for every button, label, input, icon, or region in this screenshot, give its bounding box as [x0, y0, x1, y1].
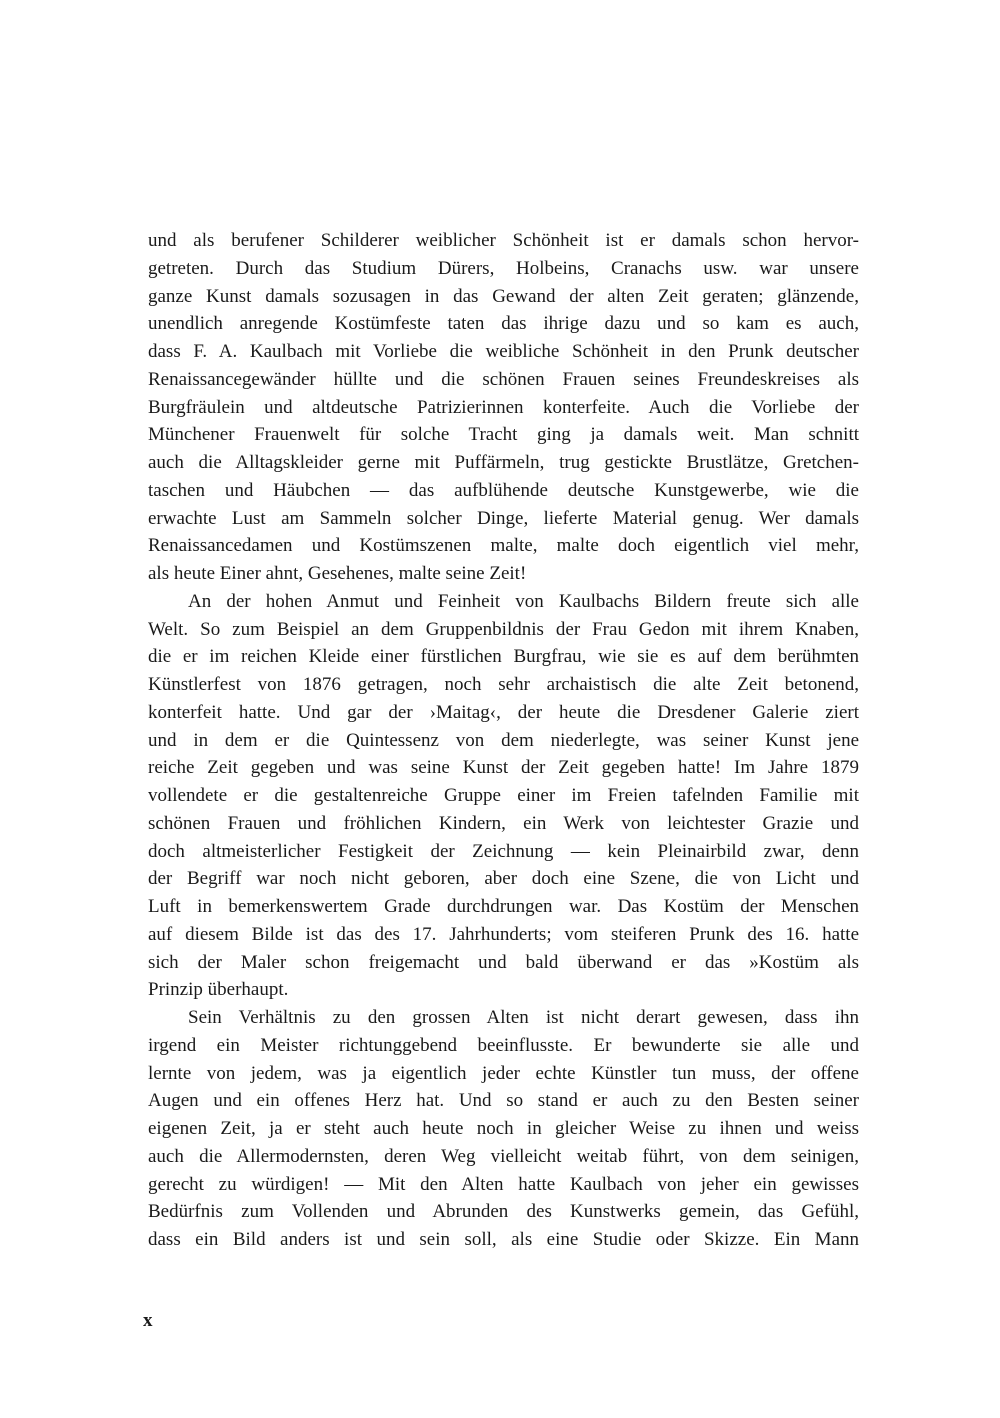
text-line: erwachte Lust am Sammeln solcher Dinge, lieferte Material genug. Wer damals [148, 507, 859, 529]
page-number: x [143, 1310, 153, 1331]
text-line: und als berufener Schilderer weiblicher Schönheit ist er damals schon hervor- [148, 230, 859, 251]
text-line: lernte von jedem, was ja eigentlich jeder echte Künstler tun muss, der offene [148, 1062, 859, 1084]
text-line: gerecht zu würdigen! — Mit den Alten hatte Kaulbach von jeher ein gewisses [148, 1173, 859, 1195]
text-line: auf diesem Bilde ist das des 17. Jahrhunderts; vom steiferen Prunk des 16. hatte [148, 923, 859, 945]
text-line: auch die Alltagskleider gerne mit Puffärmeln, trug gestickte Brustlätze, Gretchen- [148, 452, 859, 473]
text-line: sich der Maler schon freigemacht und bald überwand er das »Kostüm als [148, 951, 859, 973]
text-line: Sein Verhältnis zu den grossen Alten ist nicht derart gewesen, dass ihn [188, 1007, 859, 1028]
text-line: Augen und ein offenes Herz hat. Und so stand er auch zu den Besten seiner [148, 1090, 859, 1112]
body-text [148, 227, 859, 1254]
text-line: dass F. A. Kaulbach mit Vorliebe die weibliche Schönheit in den Prunk deutscher [148, 341, 859, 362]
text-line: dass ein Bild anders ist und sein soll, als eine Studie oder Skizze. Ein Mann [148, 1229, 859, 1250]
text-line: eigenen Zeit, ja er steht auch heute noch in gleicher Weise zu ihnen und weiss [148, 1118, 859, 1139]
text-line: Renaissancedamen und Kostümszenen malte, malte doch eigentlich viel mehr, [148, 535, 859, 557]
text-line: konterfeit hatte. Und gar der ›Maitag‹, der heute die Dresdener Galerie ziert [148, 701, 859, 723]
text-line: Welt. So zum Beispiel an dem Gruppenbildnis der Frau Gedon mit ihrem Knaben, [148, 618, 859, 640]
text-line: irgend ein Meister richtunggebend beeinflusste. Er bewunderte sie alle und [148, 1034, 859, 1056]
text-line: und in dem er die Quintessenz von dem niederlegte, was seiner Kunst jene [148, 729, 859, 751]
text-line: als heute Einer ahnt, Gesehenes, malte seine Zeit! [148, 563, 527, 584]
text-line: unendlich anregende Kostümfeste taten das ihrige dazu und so kam es auch, [148, 313, 859, 335]
text-line: die er im reichen Kleide einer fürstlichen Burgfrau, wie sie es auf dem berühmten [148, 646, 859, 668]
text-line: Prinzip überhaupt. [148, 979, 289, 1001]
text-line: ganze Kunst damals sozusagen in das Gewand der alten Zeit geraten; glänzende, [148, 285, 859, 307]
text-line: vollendete er die gestaltenreiche Gruppe einer im Freien tafelnden Familie mit [148, 785, 859, 806]
text-line: doch altmeisterlicher Festigkeit der Zeichnung — kein Pleinairbild zwar, denn [148, 840, 859, 862]
text-line: Bedürfnis zum Vollenden und Abrunden des Kunstwerks gemein, das Gefühl, [148, 1201, 859, 1223]
text-line: Münchener Frauenwelt für solche Tracht ging ja damals weit. Man schnitt [148, 424, 859, 446]
text-line: auch die Allermodernsten, deren Weg vielleicht weitab führt, von dem seinigen, [148, 1145, 859, 1167]
text-line: der Begriff war noch nicht geboren, aber doch eine Szene, die von Licht und [148, 868, 859, 890]
text-line: getreten. Durch das Studium Dürers, Holbeins, Cranachs usw. war unsere [148, 257, 859, 279]
text-line: An der hohen Anmut und Feinheit von Kaulbachs Bildern freute sich alle [188, 590, 859, 612]
text-line: Burgfräulein und altdeutsche Patrizierinnen konterfeite. Auch die Vorliebe der [148, 396, 859, 418]
text-line: Luft in bemerkenswertem Grade durchdrungen war. Das Kostüm der Menschen [148, 896, 859, 917]
text-line: schönen Frauen und fröhlichen Kindern, ein Werk von leichtester Grazie und [148, 812, 859, 834]
text-line: Künstlerfest von 1876 getragen, noch sehr archaistisch die alte Zeit betonend, [148, 674, 859, 695]
text-line: taschen und Häubchen — das aufblühende deutsche Kunstgewerbe, wie die [148, 479, 859, 501]
text-line: reiche Zeit gegeben und was seine Kunst der Zeit gegeben hatte! Im Jahre 1879 [148, 757, 859, 779]
text-line: Renaissancegewänder hüllte und die schönen Frauen seines Freundeskreises als [148, 368, 859, 390]
